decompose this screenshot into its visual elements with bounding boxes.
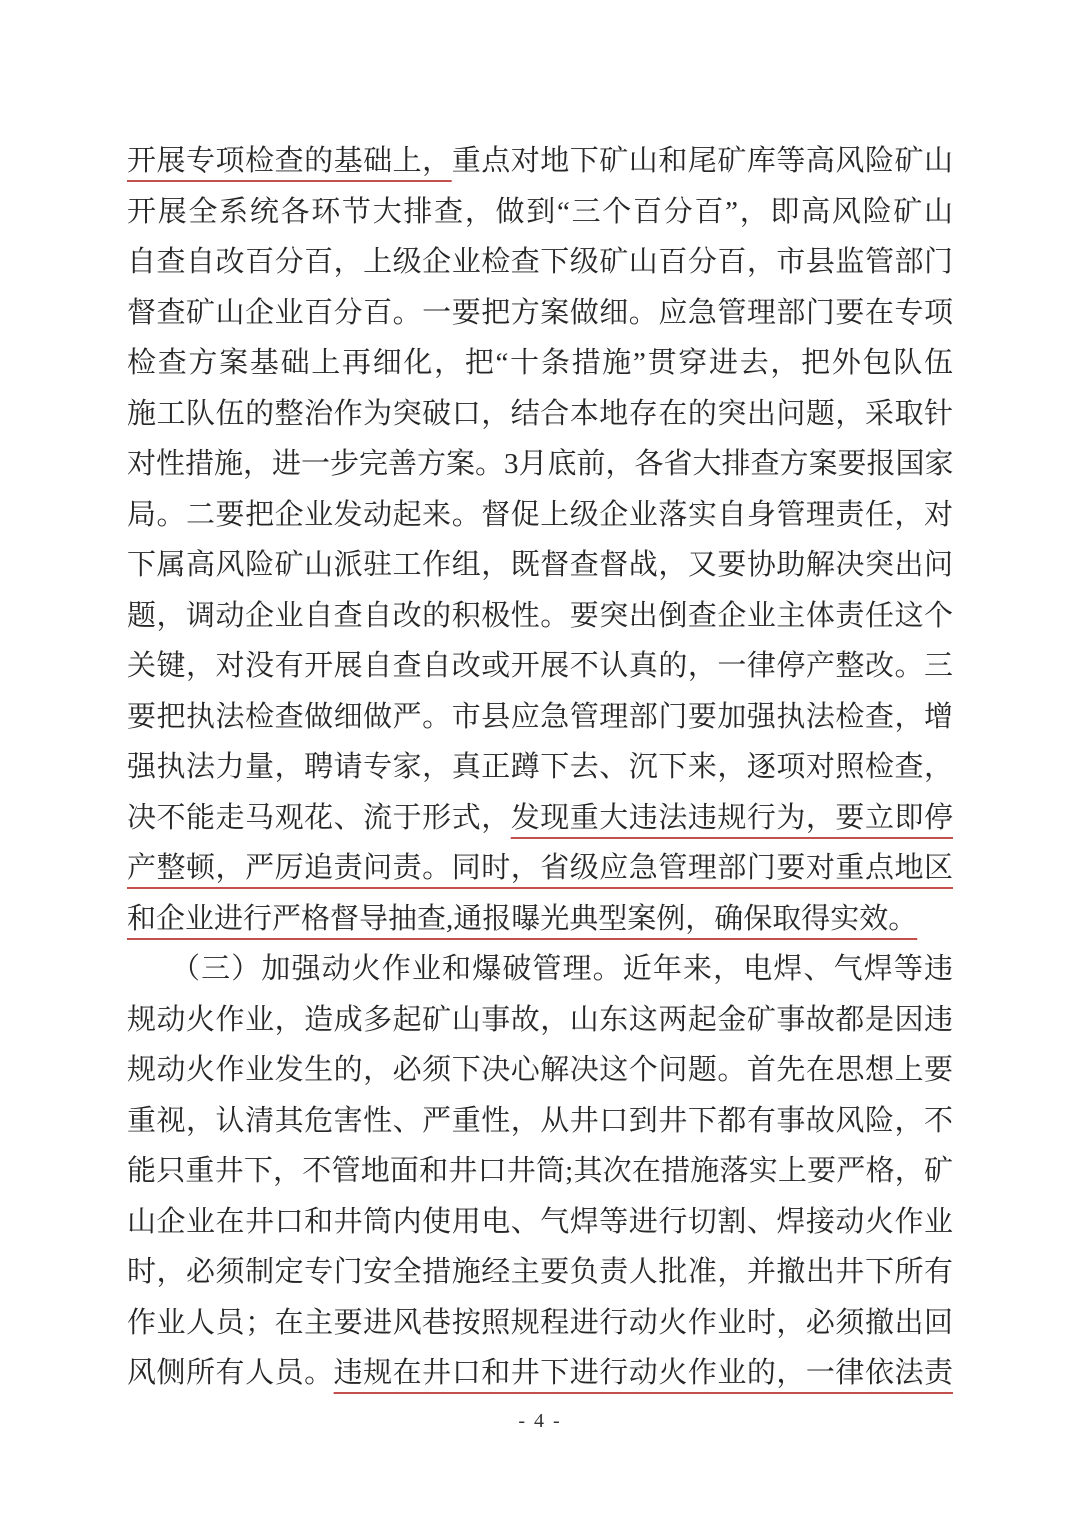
text-segment: 督查矿山企业百分百。一要把方案做细。应急管理部门要在专项 bbox=[127, 296, 953, 329]
text-segment: 规动火作业发生的，必须下决心解决这个问题。首先在思想上要 bbox=[127, 1054, 953, 1086]
text-line bbox=[127, 288, 953, 339]
text-line bbox=[127, 1247, 953, 1298]
text-segment: 下属高风险矿山派驻工作组，既督查督战，又要协助解决突出问 bbox=[127, 549, 953, 581]
text-line bbox=[127, 1096, 953, 1147]
underlined-text: 开展专项检查的基础上， bbox=[127, 145, 452, 177]
text-segment: 对性措施，进一步完善方案。3月底前，各省大排查方案要报国家 bbox=[127, 448, 954, 480]
text-line bbox=[127, 136, 953, 187]
text-segment: 重点对地下矿山和尾矿库等高风险矿山 bbox=[451, 145, 953, 177]
text-line bbox=[127, 1298, 953, 1349]
text-line bbox=[127, 1197, 953, 1248]
underlined-text: 产整顿，严厉追责问责。同时，省级应急管理部门要对重点地区 bbox=[127, 852, 953, 884]
underlined-text: 违规在井口和井下进行动火作业的，一律依法责 bbox=[333, 1357, 953, 1389]
text-line bbox=[127, 1348, 953, 1399]
text-segment: 自查自改百分百，上级企业检查下级矿山百分百，市县监管部门 bbox=[127, 246, 953, 278]
text-segment: 决不能走马观花、流于形式， bbox=[127, 801, 511, 834]
text-segment: 局。二要把企业发动起来。督促上级企业落实自身管理责任，对 bbox=[127, 498, 953, 531]
text-line bbox=[127, 995, 953, 1046]
text-segment: （三）加强动火作业和爆破管理。近年来，电焊、气焊等违 bbox=[171, 953, 953, 985]
text-segment: 关键，对没有开展自查自改或开展不认真的，一律停产整改。三 bbox=[127, 650, 953, 682]
text-line bbox=[127, 944, 953, 995]
text-line bbox=[127, 1045, 953, 1096]
text-segment: 检查方案基础上再细化，把“十条措施”贯穿进去，把外包队伍 bbox=[127, 347, 953, 379]
text-line bbox=[127, 591, 953, 642]
text-line bbox=[127, 894, 953, 945]
text-line bbox=[127, 641, 953, 692]
text-line bbox=[127, 742, 953, 793]
text-segment: 作业人员；在主要进风巷按照规程进行动火作业时，必须撤出回 bbox=[127, 1306, 953, 1339]
text-line bbox=[127, 237, 953, 288]
text-line bbox=[127, 793, 953, 844]
text-segment: 强执法力量，聘请专家，真正蹲下去、沉下来，逐项对照检查， bbox=[127, 751, 953, 783]
text-line bbox=[127, 540, 953, 591]
text-line bbox=[127, 843, 953, 894]
text-line bbox=[127, 338, 953, 389]
text-segment: 山企业在井口和井筒内使用电、气焊等进行切割、焊接动火作业 bbox=[127, 1205, 953, 1238]
text-line bbox=[127, 1146, 953, 1197]
text-line bbox=[127, 490, 953, 541]
text-segment: 施工队伍的整治作为突破口，结合本地存在的突出问题，采取针 bbox=[127, 397, 953, 430]
text-segment: 要把执法检查做细做严。市县应急管理部门要加强执法检查，增 bbox=[127, 700, 953, 733]
text-line bbox=[127, 439, 953, 490]
underlined-text: 和企业进行严格督导抽查,通报曝光典型案例，确保取得实效。 bbox=[127, 902, 918, 935]
page-number: - 4 - bbox=[518, 1410, 562, 1432]
text-segment: 题，调动企业自查自改的积极性。要突出倒查企业主体责任这个 bbox=[127, 599, 953, 632]
text-segment: 风侧所有人员。 bbox=[127, 1357, 334, 1389]
text-segment: 开展全系统各环节大排查，做到“三个百分百”，即高风险矿山 bbox=[127, 195, 953, 228]
text-segment: 规动火作业，造成多起矿山事故，山东这两起金矿事故都是因违 bbox=[127, 1003, 953, 1036]
text-segment: 时，必须制定专门安全措施经主要负责人批准，并撤出井下所有 bbox=[127, 1256, 953, 1288]
text-line bbox=[127, 187, 953, 238]
document-body bbox=[127, 136, 953, 1399]
text-segment: 重视，认清其危害性、严重性，从井口到井下都有事故风险，不 bbox=[127, 1104, 953, 1137]
text-segment: 能只重井下，不管地面和井口井筒;其次在措施落实上要严格，矿 bbox=[127, 1155, 953, 1187]
text-line bbox=[127, 692, 953, 743]
underlined-text: 发现重大违法违规行为，要立即停 bbox=[510, 801, 953, 834]
text-line bbox=[127, 389, 953, 440]
